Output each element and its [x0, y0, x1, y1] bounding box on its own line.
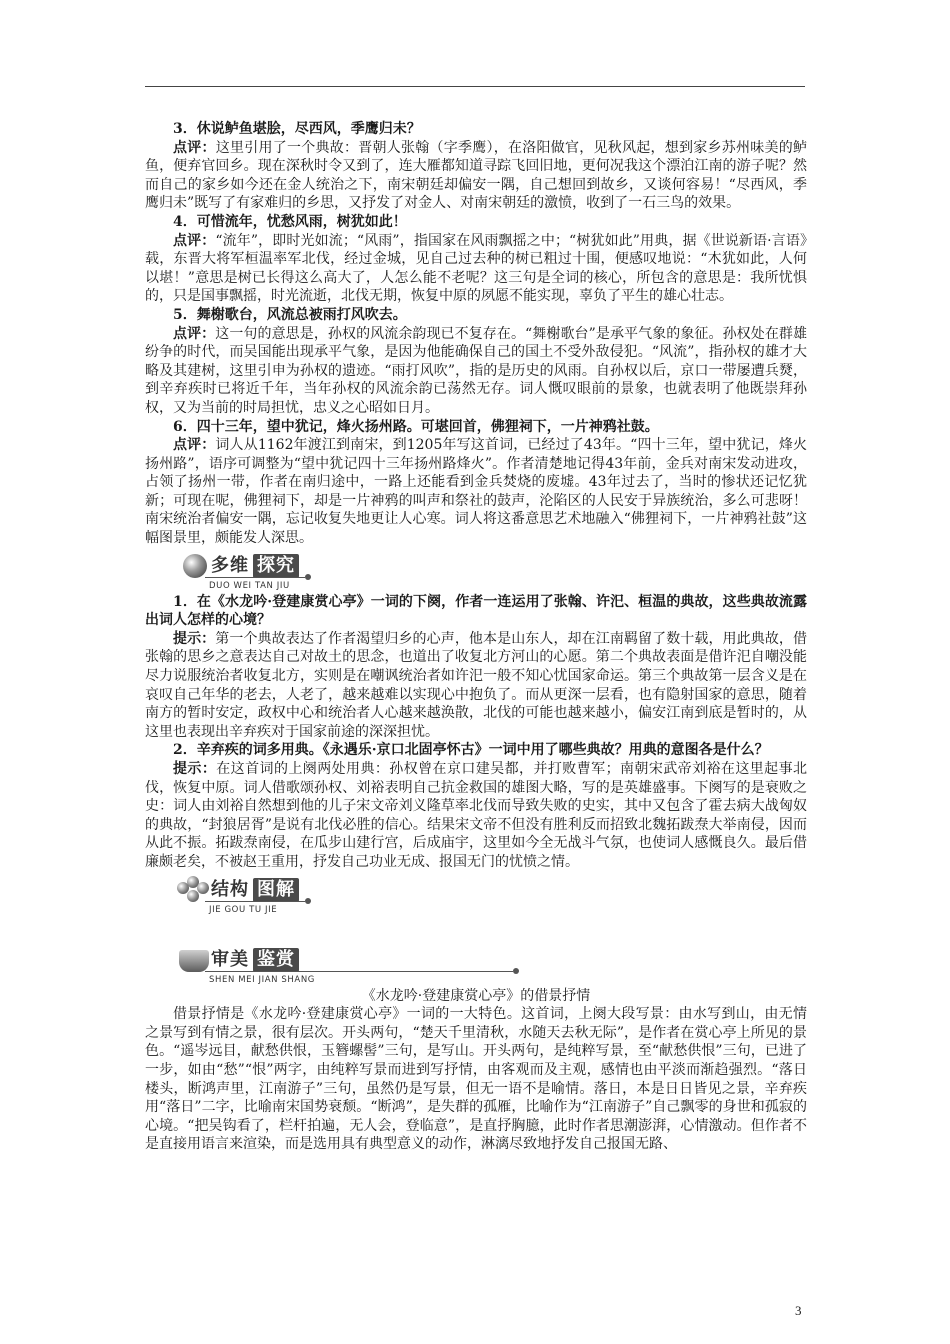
hint-label: 提示： — [173, 630, 216, 647]
banner-dot — [305, 898, 311, 904]
appreciation-title: 《水龙吟·登建康赏心亭》的借景抒情 — [361, 987, 591, 1004]
hint-label: 提示： — [173, 761, 217, 777]
hint-text: 在这首词的上阕两处用典：孙权曾在京口建吴都，并打败曹军；南朝宋武帝刘裕在这里起事北伐，恢复中原。词人借歌颂孙权、刘裕表明自己抗金救国的雄图大略，写的是英雄盛事。下阕写的是衰败之史：词人由刘裕自然想到他的儿子宋文帝刘义隆草率北伐而导致失败的史实，其中又包含了霍去病大战匈奴的典故，“封狼居胥”是说有北伐必胜的信心。结果宋文帝不但没有胜利反而招致北魏拓跋焘大举南侵，因而从此不振。拓跋焘南侵，在瓜步山建行宫，后成庙宇，这里如今全无战斗气氛，也使词人感慨良久。最后借廉颇老矣，不被赵王重用，抒发自己功业无成、报国无门的忧愤之情。 — [145, 761, 808, 870]
banner-pinyin: SHEN MEI JIAN SHANG — [209, 974, 315, 985]
banner-title: 结构 图解 — [209, 878, 299, 902]
section-banner-jiegou — [145, 874, 807, 914]
annotation-heading-4: 4．可惜流年，忧愁风雨，树犹如此！ — [173, 213, 407, 230]
answer-2 — [145, 760, 807, 872]
answer-1 — [145, 630, 807, 742]
banner-pinyin: DUO WEI TAN JIU — [209, 580, 290, 591]
banner-pinyin: JIE GOU TU JIE — [209, 904, 278, 915]
comment-text: 词人从1162年渡江到南宋，到1205年写这首词，已经过了43年。“四十三年，望中犹记，烽火扬州路”，语序可调整为“望中犹记四十三年扬州路烽火”。作者清楚地记得43年前，金兵对南宋发动进攻，占领了扬州一带，作者在南归途中，一路上还能看到金兵焚烧的废墟。43年过去了，当时的惨状还记忆犹新；可现在呢，佛狸祠下，却是一片神鸦的叫声和祭社的鼓声，沦陷区的人民安于异族统治，多么可悲呀！南宋统治者偏安一隅，忘记收复失地更让人心寒。词人将这番意思艺术地融入“佛狸祠下，一片神鸦社鼓”这幅图景里，颇能发人深思。 — [145, 437, 807, 547]
annotation-body-5 — [145, 325, 807, 418]
annotation-body-6 — [145, 436, 807, 548]
comment-label: 点评： — [173, 325, 216, 342]
annotation-body-4 — [145, 232, 807, 306]
banner-title: 审美 鉴赏 — [209, 948, 299, 972]
question-2: 2．辛弃疾的词多用典。《永遇乐·京口北固亭怀古》一词中用了哪些典故？用典的意图各是什么？ — [173, 742, 769, 759]
appreciation-body: 借景抒情是《水龙吟·登建康赏心亭》一词的一大特色。这首词，上阕大段写景：由水写到山，由无情之景写到有情之景，很有层次。开头两句，“楚天千里清秋，水随天去秋无际”，是作者在赏心亭上所见的景色。“遥岑远目，献愁供恨，玉簪螺髻”三句，是写山。开头两句，是纯粹写景，至“献愁供恨”三句，已进了一步，如由“愁”“恨”两字，由纯粹写景而进到写抒情，由客观而及主观，感情也由平淡而渐趋强烈。“落日楼头，断鸿声里，江南游子”三句，虽然仍是写景，但无一语不是喻情。落日，本是日日皆见之景，辛弃疾用“落日”二字，比喻南宋国势衰颓。“断鸿”，是失群的孤雁，比喻作为“江南游子”自己飘零的身世和孤寂的心境。“把吴钩看了，栏杆拍遍，无人会，登临意”，是直抒胸臆，此时作者思潮澎湃，心情激动。但作者不是直接用语言来渲染，而是选用具有典型意义的动作，淋漓尽致地抒发自己报国无路、 — [145, 1006, 807, 1153]
banner-title: 多维 探究 — [209, 554, 299, 578]
comment-text: “流年”，即时光如流；“风雨”，指国家在风雨飘摇之中；“树犹如此”用典，据《世说新语·言语》载，东晋大将军桓温率军北伐，经过金城，见自己过去种的树已粗过十围，便感叹地说：“木犹如此，人何以堪！”意思是树已长得这么高大了，人怎么能不老呢？这三句是全词的核心，所包含的意思是：我所忧惧的，只是国事飘摇，时光流逝，北伐无期，恢复中原的夙愿不能实现，辜负了平生的雄心壮志。 — [145, 232, 807, 305]
comment-label: 点评： — [173, 437, 216, 454]
header-rule — [145, 86, 805, 87]
annotation-heading-6: 6．四十三年，望中犹记，烽火扬州路。可堪回首，佛狸祠下，一片神鸦社鼓。 — [173, 418, 659, 435]
banner-dot — [513, 968, 519, 974]
sphere-icon — [183, 554, 207, 578]
banner-dot — [305, 574, 311, 580]
question-1: 1．在《水龙吟·登建康赏心亭》一词的下阕，作者一连运用了张翰、许汜、桓温的典故，这些典故流露出词人怎样的心境？ — [145, 593, 807, 629]
diagram-area — [145, 917, 807, 942]
comment-text: 这里引用了一个典故：晋朝人张翰（字季鹰），在洛阳做官，见秋风起，想到家乡苏州味美的鲈鱼，便弃官回乡。现在深秋时令又到了，连大雁都知道寻踪飞回旧地，更何况我这个漂泊江南的游子呢？然而自己的家乡如今还在金人统治之下，南宋朝廷却偏安一隅，自己想回到故乡，又谈何容易！“尽西风，季鹰归未”既写了有家难归的乡思，又抒发了对金人、对南宋朝廷的激愤，收到了一石三鸟的效果。 — [145, 139, 807, 212]
section-banner-shenmei — [145, 944, 807, 984]
cup-icon — [179, 950, 209, 972]
annotation-body-3 — [145, 139, 807, 213]
comment-label: 点评： — [173, 232, 216, 249]
comment-label: 点评： — [173, 139, 216, 156]
page-content — [145, 120, 807, 1154]
annotation-heading-5: 5．舞榭歌台，风流总被雨打风吹去。 — [173, 306, 407, 323]
hint-text: 第一个典故表达了作者渴望归乡的心声，他本是山东人，却在江南羁留了数十载，用此典故，借张翰的思乡之意表达自己对故土的思念，也道出了收复北方河山的心愿。第二个典故表面是借许汜自嘲没能尽力说服统治者收复北方，实则是在嘲讽统治者如许汜一般不知心忧国家命运。第三个典故第一层含义是在哀叹自己年华的老去，人老了，越来越难以实现心中抱负了。而从更深一层看，也有隐射国家的意思，随着南方的暂时安定，政权中心和统治者人心越来越涣散，北伐的可能也越来越小，偏安江南到底是暂时的，从这里也表现出辛弃疾对于国家前途的深深担忧。 — [145, 630, 808, 740]
comment-text: 这一句的意思是，孙权的风流余韵现已不复存在。“舞榭歌台”是承平气象的象征。孙权处在群雄纷争的时代，而吴国能出现承平气象，是因为他能确保自己的国土不受外敌侵犯。“风流”，指孙权的雄才大略及其建树，这里引申为孙权的遗迹。“雨打风吹”，指的是历史的风雨。自孙权以后，京口一带屡遭兵燹，到辛弃疾时已将近千年，当年孙权的风流余韵已荡然无存。词人慨叹眼前的景象，也就表明了他既崇拜孙权，又为当前的时局担忧，忠义之心昭如日月。 — [145, 325, 808, 416]
annotation-heading-3: 3．休说鲈鱼堪脍，尽西风，季鹰归未？ — [173, 121, 421, 137]
section-banner-duowei — [145, 550, 807, 590]
page-number: 3 — [795, 1303, 802, 1318]
